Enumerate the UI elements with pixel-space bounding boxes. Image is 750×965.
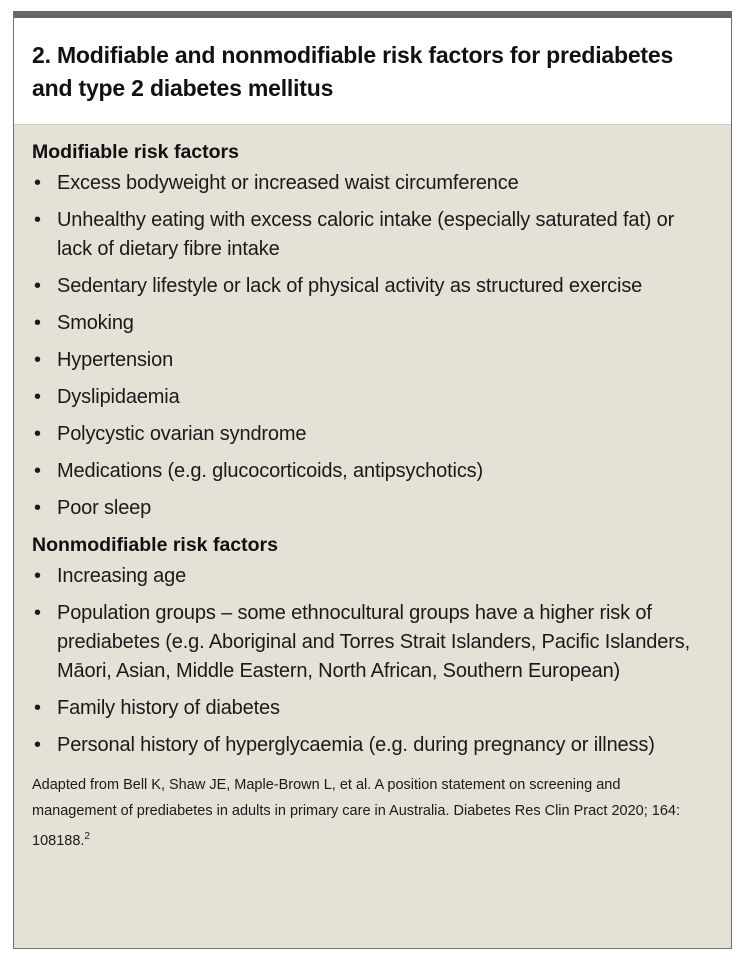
list-item (32, 494, 713, 523)
list-item (32, 457, 713, 486)
source-citation (32, 772, 713, 854)
bullet-icon: • (34, 734, 41, 756)
list-item-text: Family history of diabetes (57, 697, 280, 719)
list-item-text: Excess bodyweight or increased waist circumference (57, 172, 519, 194)
list-item (32, 309, 713, 338)
bullet-icon: • (34, 312, 41, 334)
list-item-text: Poor sleep (57, 497, 152, 519)
reference-number: 2 (84, 831, 90, 842)
bullet-icon: • (34, 565, 41, 587)
list-item-text: Dyslipidaemia (57, 386, 180, 408)
box-content (14, 125, 731, 854)
risk-factors-box (13, 11, 732, 949)
bullet-icon: • (34, 275, 41, 297)
source-text: Adapted from Bell K, Shaw JE, Maple-Brown L, et al. A position statement on screening and management of prediabetes in adults in primary care in Australia. Diabetes Res Clin Pract 2020; 164: 108188. (32, 777, 681, 849)
list-item-text: Smoking (57, 312, 134, 334)
list-item-text: Polycystic ovarian syndrome (57, 423, 307, 445)
list-item (32, 383, 713, 412)
list-item (32, 599, 713, 686)
list-item (32, 272, 713, 301)
bullet-icon: • (34, 697, 41, 719)
list-item-text: Sedentary lifestyle or lack of physical activity as structured exercise (57, 275, 643, 297)
list-item (32, 562, 713, 591)
bullet-icon: • (34, 209, 41, 231)
list-item (32, 206, 713, 264)
bullet-icon: • (34, 349, 41, 371)
list-item-text: Medications (e.g. glucocorticoids, antipsychotics) (57, 460, 484, 482)
modifiable-heading: Modifiable risk factors (32, 141, 239, 163)
list-item (32, 169, 713, 198)
box-title: 2. Modifiable and nonmodifiable risk factors for prediabetes and type 2 diabetes mellitus (32, 42, 674, 101)
modifiable-list (32, 169, 713, 523)
list-item-text: Hypertension (57, 349, 174, 371)
list-item-text: Population groups – some ethnocultural groups have a higher risk of prediabetes (e.g. Aboriginal and Torres Strait Islanders, Pacific Islanders, Māori, Asian, Middle Eastern, North African, Southern European) (57, 602, 691, 682)
list-item (32, 420, 713, 449)
bullet-icon: • (34, 497, 41, 519)
bullet-icon: • (34, 602, 41, 624)
nonmodifiable-list (32, 562, 713, 760)
list-item (32, 346, 713, 375)
bullet-icon: • (34, 423, 41, 445)
list-item (32, 694, 713, 723)
bullet-icon: • (34, 172, 41, 194)
list-item-text: Personal history of hyperglycaemia (e.g. during pregnancy or illness) (57, 734, 655, 756)
bullet-icon: • (34, 386, 41, 408)
list-item-text: Increasing age (57, 565, 187, 587)
title-area (14, 18, 731, 125)
list-item (32, 731, 713, 760)
nonmodifiable-heading: Nonmodifiable risk factors (32, 534, 278, 556)
list-item-text: Unhealthy eating with excess caloric intake (especially saturated fat) or lack of dietary fibre intake (57, 209, 675, 260)
bullet-icon: • (34, 460, 41, 482)
